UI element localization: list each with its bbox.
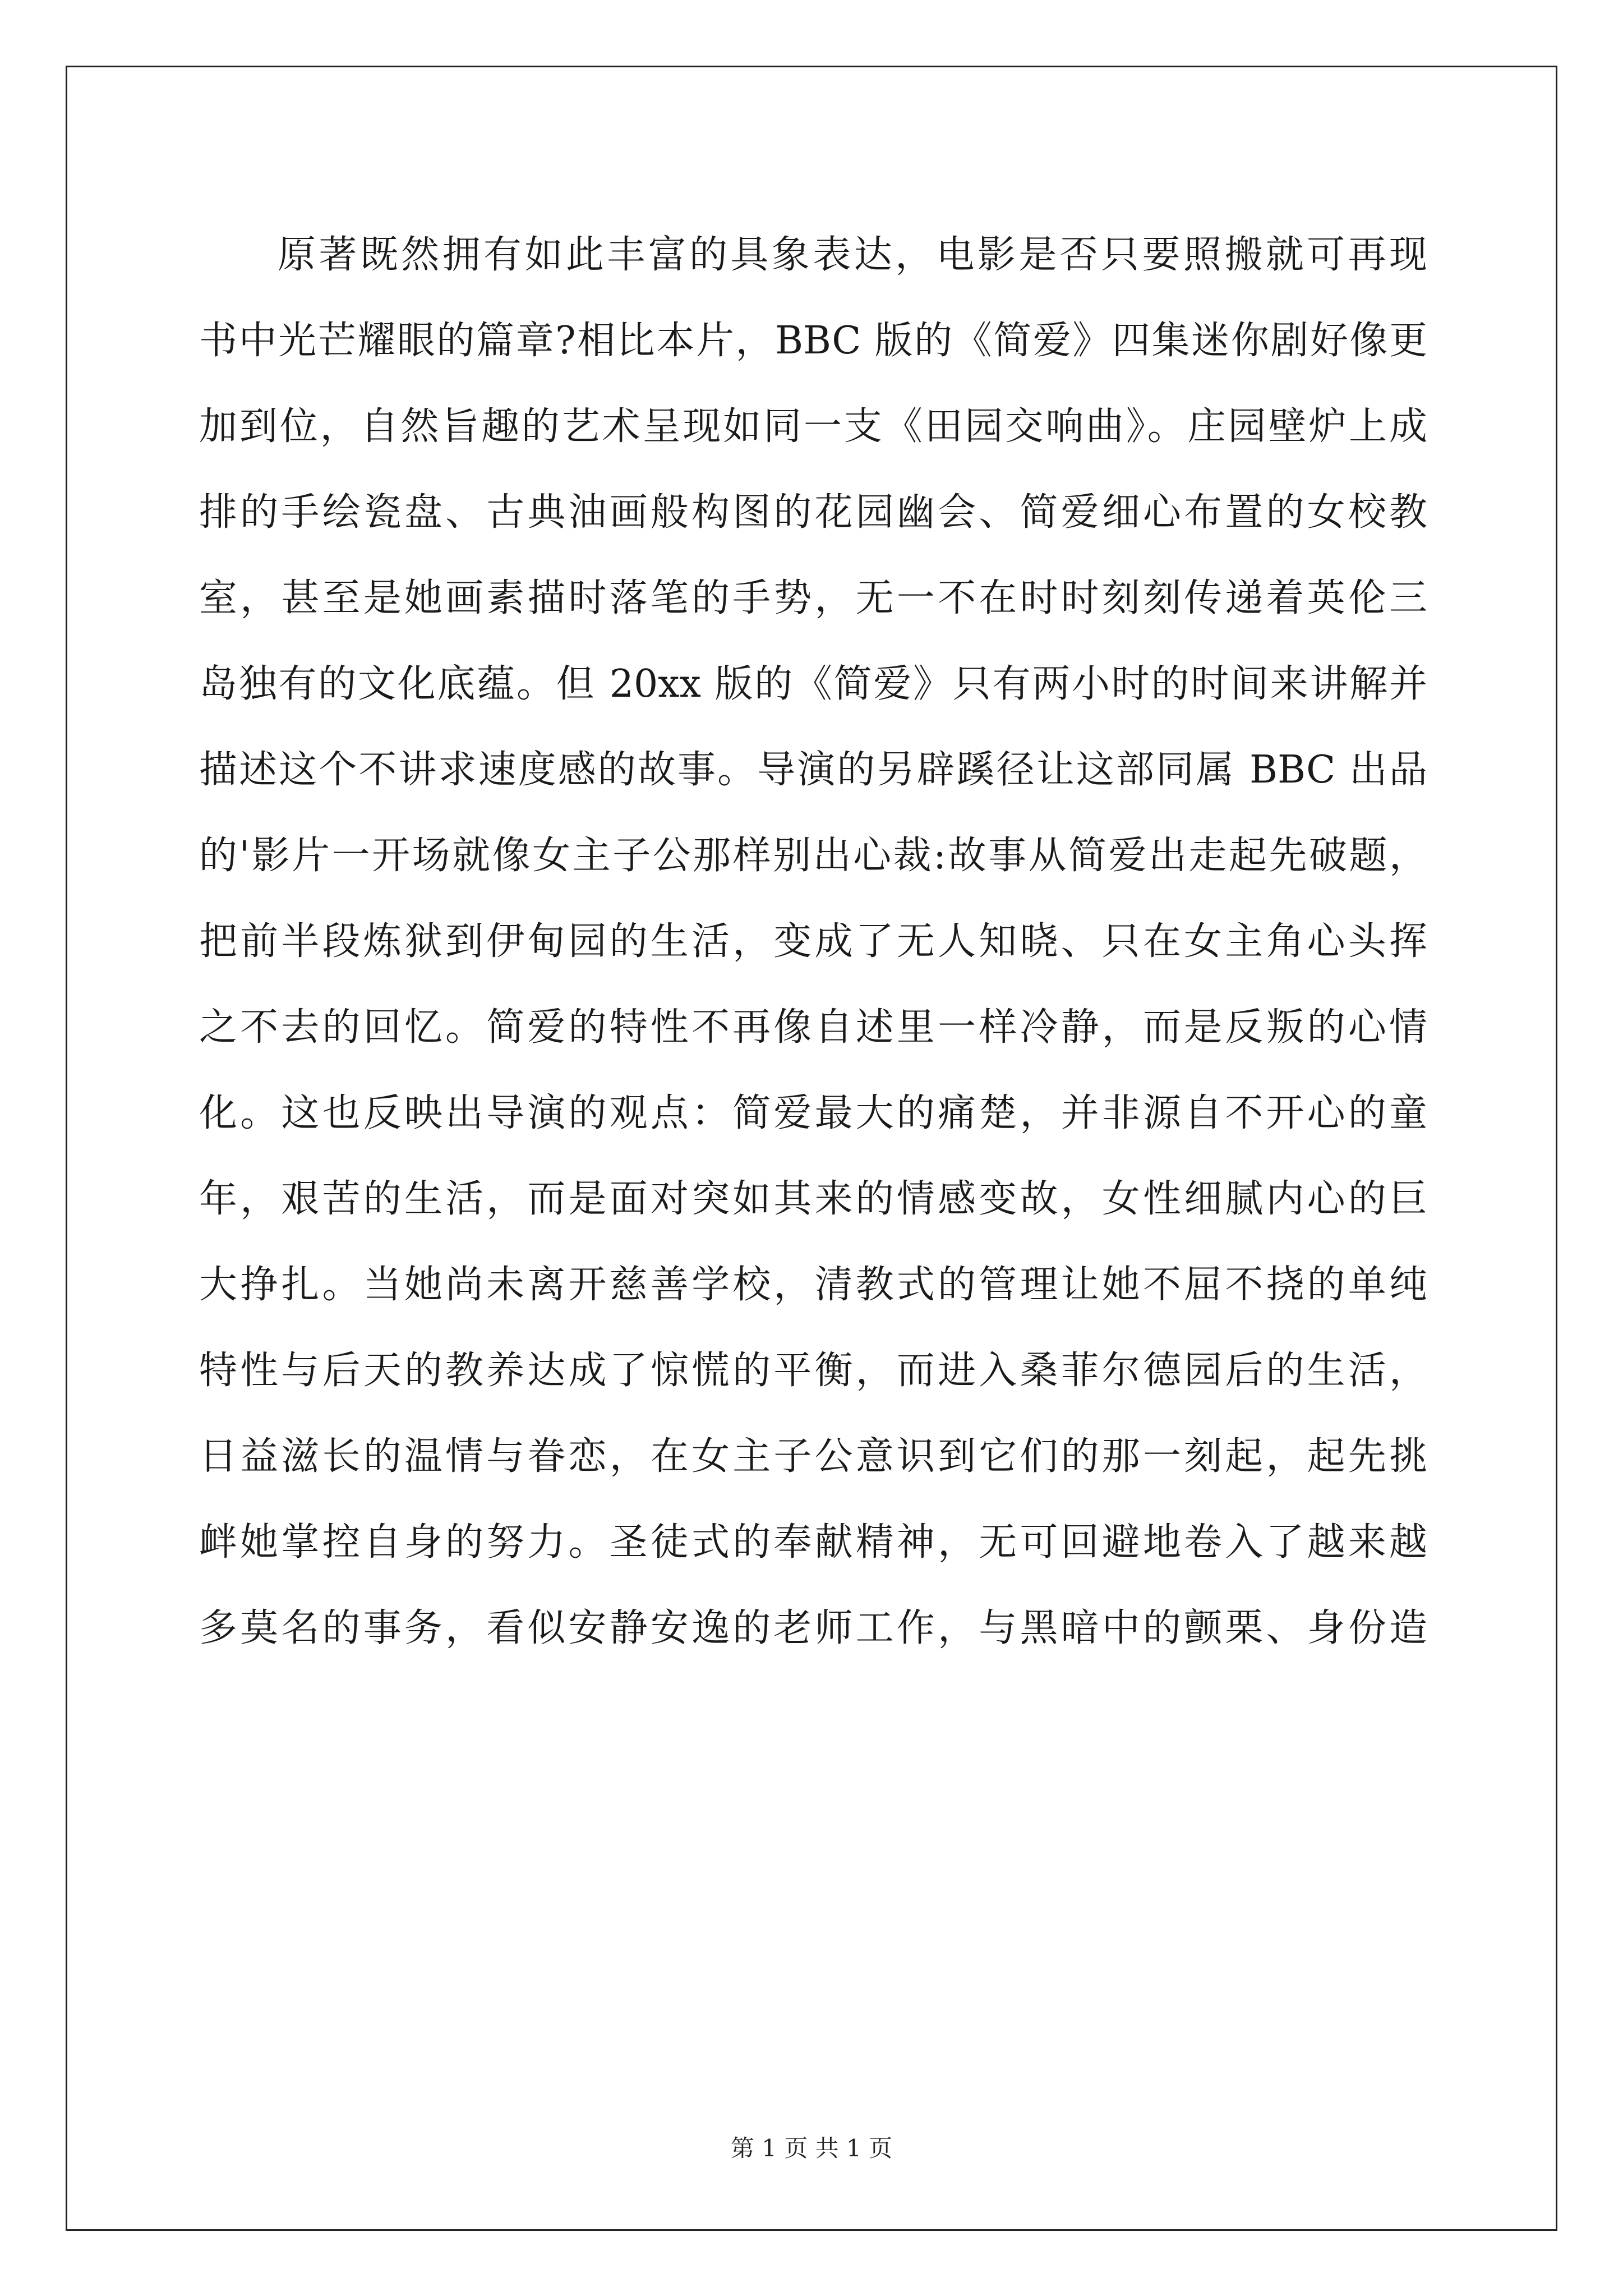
text-line: 之不去的回忆。简爱的特性不再像自述里一样冷静，而是反叛的心情 — [199, 1005, 1427, 1050]
text-line: 化。这也反映出导演的观点：简爱最大的痛楚，并非源自不开心的童 — [199, 1091, 1427, 1135]
article-body — [199, 212, 1427, 1671]
text-line: 衅她掌控自身的努力。圣徒式的奉献精神，无可回避地卷入了越来越 — [199, 1520, 1427, 1565]
page-footer: 第 1 页 共 1 页 — [730, 2134, 893, 2162]
text-line: 年，艰苦的生活，而是面对突如其来的情感变故，女性细腻内心的巨 — [199, 1177, 1427, 1221]
text-line: 特性与后天的教养达成了惊慌的平衡，而进入桑菲尔德园后的生活， — [199, 1349, 1427, 1393]
text-line: 排的手绘瓷盘、古典油画般构图的花园幽会、简爱细心布置的女校教 — [199, 490, 1427, 535]
text-line: 的'影片一开场就像女主子公那样别出心裁:故事从简爱出走起先破题， — [199, 834, 1427, 878]
text-line: 书中光芒耀眼的篇章?相比本片，BBC 版的《简爱》四集迷你剧好像更 — [199, 319, 1427, 363]
text-line: 原著既然拥有如此丰富的具象表达，电影是否只要照搬就可再现 — [278, 233, 1427, 277]
text-line: 多莫名的事务，看似安静安逸的老师工作，与黑暗中的颤栗、身份造 — [199, 1606, 1427, 1650]
text-line: 室，甚至是她画素描时落笔的手势，无一不在时时刻刻传递着英伦三 — [199, 576, 1427, 620]
text-line: 大挣扎。当她尚未离开慈善学校，清教式的管理让她不屈不挠的单纯 — [199, 1263, 1427, 1307]
text-line: 描述这个不讲求速度感的故事。导演的另辟蹊径让这部同属 BBC 出品 — [199, 748, 1427, 792]
text-line: 岛独有的文化底蕴。但 20xx 版的《简爱》只有两小时的时间来讲解并 — [199, 662, 1427, 706]
text-line: 日益滋长的温情与眷恋，在女主子公意识到它们的那一刻起，起先挑 — [199, 1434, 1427, 1479]
text-line: 加到位，自然旨趣的艺术呈现如同一支《田园交响曲》。庄园壁炉上成 — [199, 404, 1427, 449]
text-line: 把前半段炼狱到伊甸园的生活，变成了无人知晓、只在女主角心头挥 — [199, 919, 1427, 964]
